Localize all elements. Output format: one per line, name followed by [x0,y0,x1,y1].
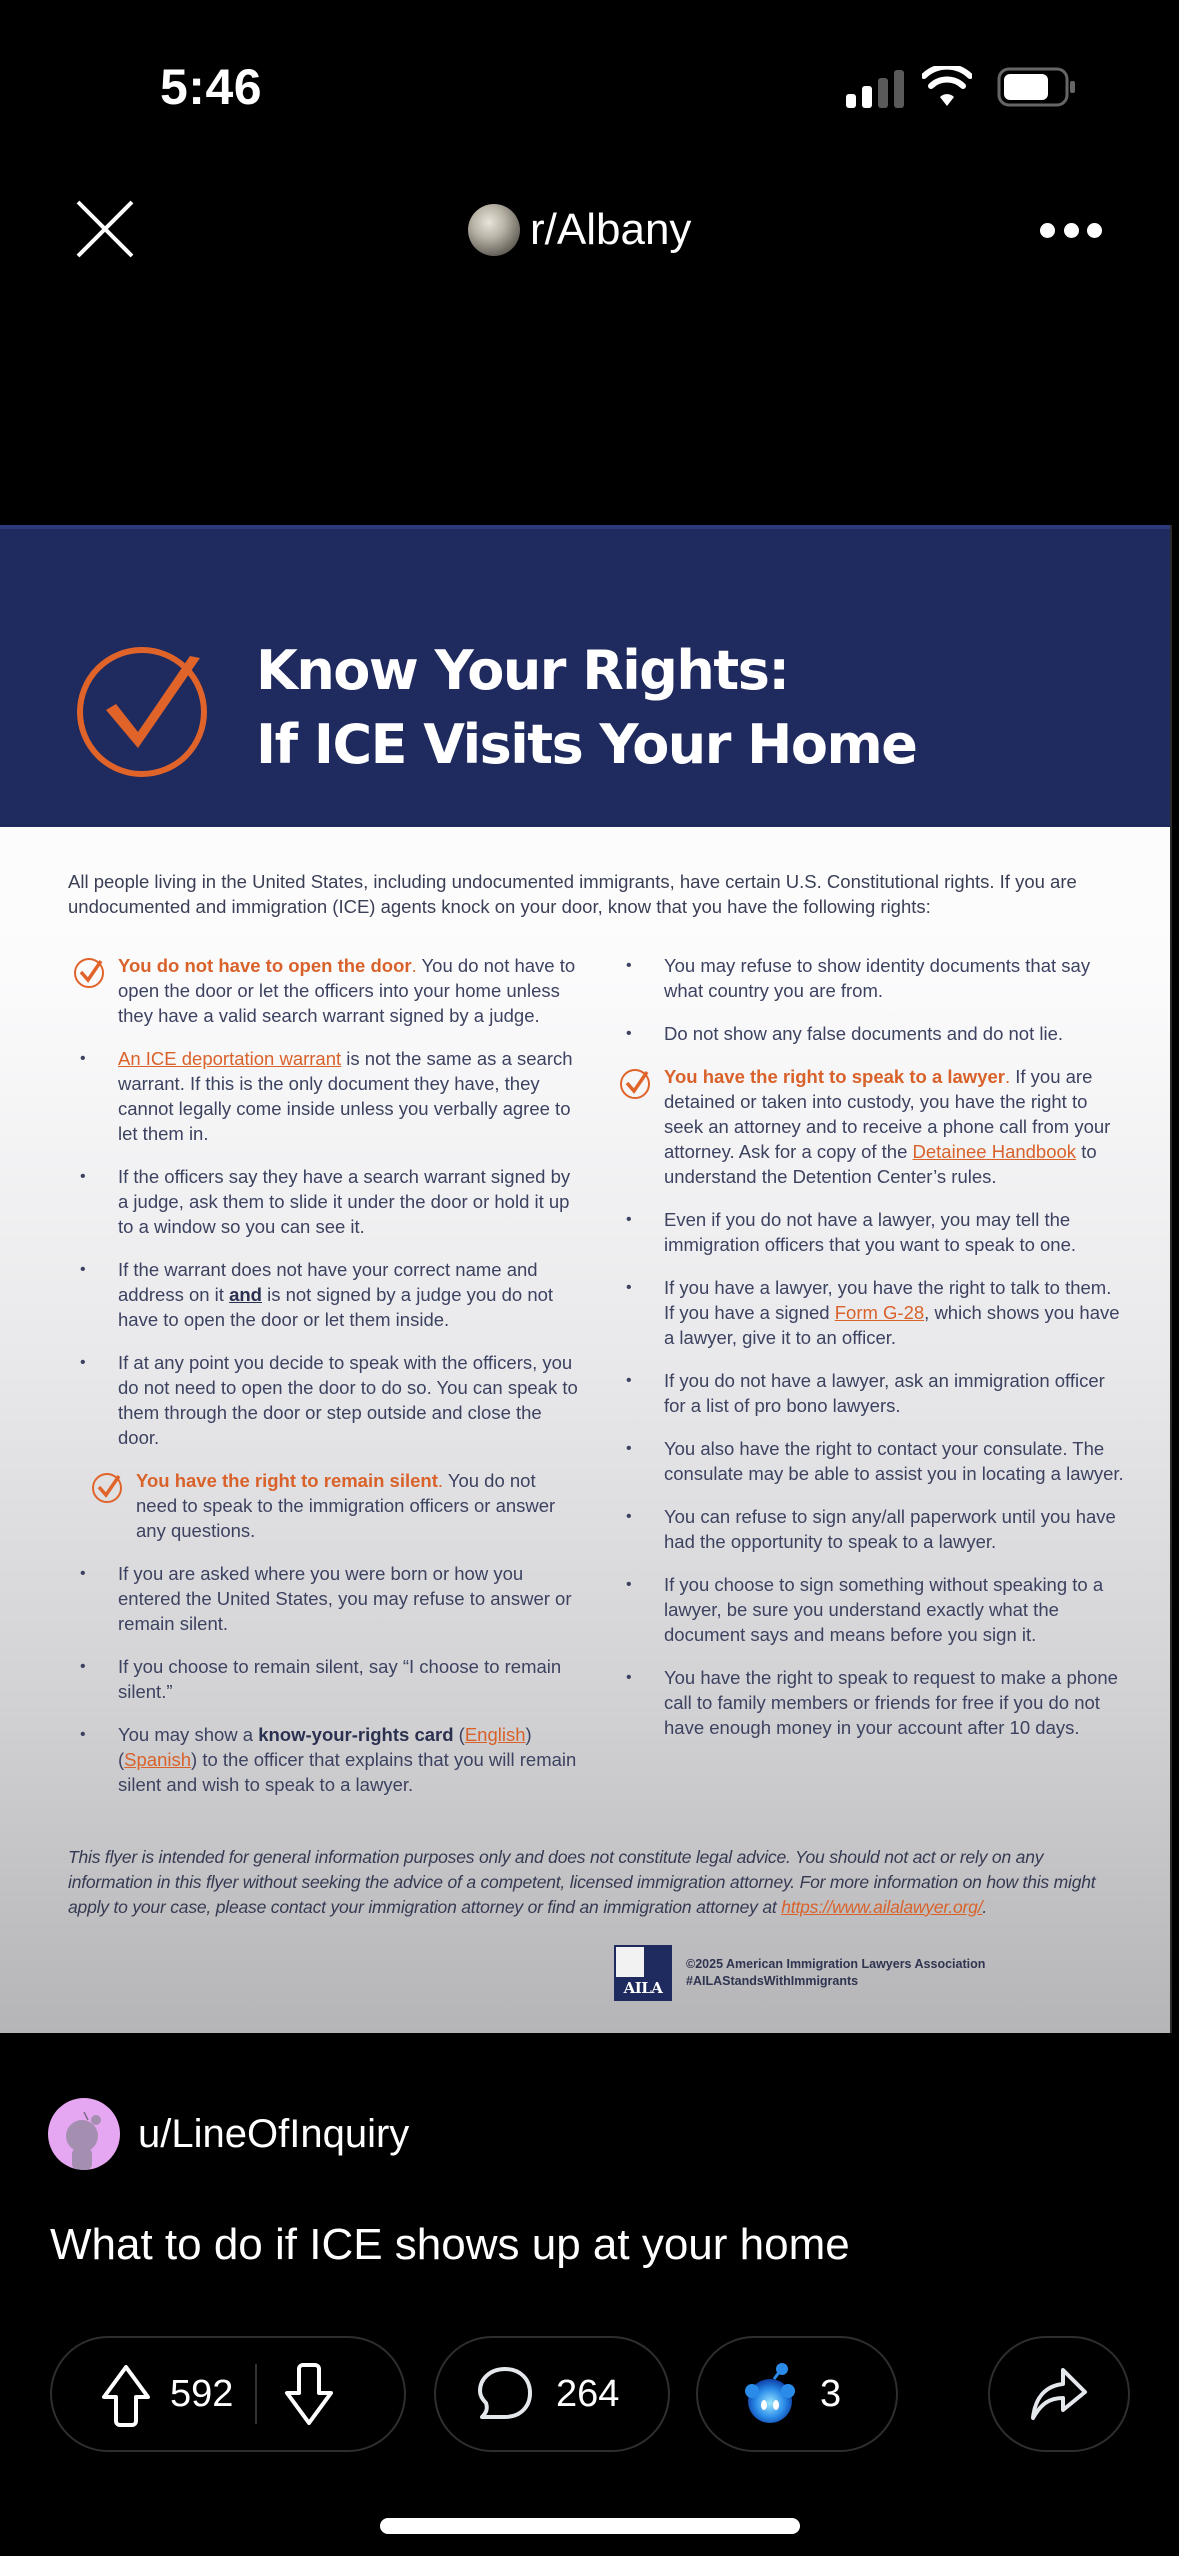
bullet-item [604,953,1124,1003]
checkmark-circle-icon [618,1066,652,1100]
item-text: If you do not have a lawyer, ask an immigration officer for a list of pro bono lawyers. [664,1370,1105,1416]
item-text: is not signed by a judge you do not have to open the door or let them inside. [118,1284,554,1330]
bullet-item [58,1046,578,1146]
item-text: If you are detained or taken into custody, you have the right to seek an attorney and to receive a phone call from your attorney. Ask for a copy of the [664,1066,1111,1162]
subreddit-link[interactable] [468,200,691,260]
bullet-item [604,1021,1124,1046]
item-text: You may show a [118,1724,259,1745]
arrow-up-icon[interactable] [96,2361,156,2427]
form-g28-link[interactable]: Form G-28 [834,1302,925,1323]
bullet: • [626,957,632,974]
item-text: Do not show any false documents and do not lie. [664,1023,1064,1044]
spanish-card-link[interactable]: Spanish [124,1749,192,1770]
flyer-intro: All people living in the United States, including undocumented immigrants, have certain U.S. Constitutional rights. If you are undocumented and immigration (ICE) agents knock on your door, know that you have the following rights: [68,871,1077,917]
item-text: If the officers say they have a search warrant signed by a judge, ask them to slide it under the door or hold it up to a window so you can see it. [118,1166,571,1237]
vote-divider [255,2364,257,2424]
comments-button[interactable] [434,2336,670,2452]
bullet-item [604,1207,1124,1257]
bullet: • [626,1576,632,1593]
bullet: • [626,1440,632,1457]
post-title: What to do if ICE shows up at your home [50,2220,850,2269]
bullet: • [80,1658,86,1675]
post-action-bar [0,2336,1179,2452]
vote-control [50,2336,406,2452]
right-heading: You do not have to open the door [118,955,412,976]
item-text: If at any point you decide to speak with the officers, you do not need to open the door to do so. You can speak to them through the door or step outside and close the door. [118,1352,578,1448]
item-text: If you choose to remain silent, say “I choose to remain silent.” [118,1656,562,1702]
bullet: • [626,1669,632,1686]
aila-logo-label: AILA [623,1979,663,1997]
right-heading: You have the right to speak to a lawyer [664,1066,1005,1087]
aila-footer [614,1945,985,2001]
english-card-link[interactable]: English [464,1724,526,1745]
post-image[interactable] [0,525,1172,2033]
bullet-item [604,1665,1124,1740]
bullet: • [80,1168,86,1185]
disclaimer-end: . [982,1897,988,1917]
punctuation: . [437,1470,444,1491]
flyer-left-column [58,953,578,1815]
bullet-item [604,1504,1124,1554]
bullet: • [626,1279,632,1296]
item-text: If you choose to sign something without speaking to a lawyer, be sure you understand exactly what the document says and means before you sign it. [664,1574,1104,1645]
flyer-header [0,525,1170,827]
bullet: • [80,1565,86,1582]
flyer-right-column [604,953,1124,1758]
comment-bubble-icon [476,2365,534,2423]
item-text: You also have the right to contact your consulate. The consulate may be able to assist you in locating a lawyer. [664,1438,1124,1484]
more-options-icon[interactable] [1040,212,1102,248]
award-count: 3 [820,2372,842,2415]
ailalawyer-link[interactable]: https://www.ailalawyer.org/ [781,1897,983,1917]
item-text: ) to the officer that explains that you will remain silent and wish to speak to a lawyer. [118,1749,577,1795]
bullet-item [58,1654,578,1704]
punctuation: . [411,955,417,976]
item-text: ( [453,1724,465,1745]
flyer-title [256,634,916,782]
bullet: • [80,1050,86,1067]
item-text: You can refuse to sign any/all paperwork until you have had the opportunity to speak to a lawyer. [664,1506,1116,1552]
post-author[interactable] [48,2098,409,2170]
right-item [604,1064,1124,1189]
item-text: If you have a lawyer, you have the right to talk to them. If you have a signed [664,1277,1112,1323]
item-text: You may refuse to show identity documents that say what country you are from. [664,955,1091,1001]
item-text: You do not need to speak to the immigration officers or answer any questions. [136,1470,556,1541]
bullet: • [626,1025,632,1042]
item-text: You have the right to speak to request to make a phone call to family members or friends for free if you do not have enough money in your account after 10 days. [664,1667,1118,1738]
checkmark-circle-icon [72,955,106,989]
bullet: • [626,1372,632,1389]
bullet: • [626,1508,632,1525]
flyer-title-line1: Know Your Rights: [256,639,789,702]
aila-logo [614,1945,672,2001]
snoo-avatar-icon [48,2098,120,2170]
bullet-item [604,1572,1124,1647]
right-heading: You have the right to remain silent [136,1470,438,1491]
bullet: • [80,1726,86,1743]
bullet-item [58,1722,578,1797]
flyer-title-line2: If ICE Visits Your Home [256,713,917,776]
copyright-text: ©2025 American Immigration Lawyers Association [686,1957,986,1971]
bullet-item [58,1257,578,1332]
bullet-item [604,1368,1124,1418]
item-text: Even if you do not have a lawyer, you may tell the immigration officers that you want to speak to one. [664,1209,1077,1255]
bullet: • [80,1261,86,1278]
cellular-signal-icon [846,70,908,108]
status-time: 5:46 [160,59,263,115]
right-item [58,1468,578,1543]
upvote-count: 592 [170,2372,234,2415]
bullet: • [626,1211,632,1228]
item-text: You do not have to open the door or let the officers into your home unless they have a valid search warrant signed by a judge. [118,955,576,1026]
bullet-item [604,1436,1124,1486]
bullet-item [58,1164,578,1239]
item-text: to understand the Detention Center’s rules. [664,1141,1097,1187]
award-button[interactable] [696,2336,898,2452]
checkmark-circle-icon [90,1470,124,1504]
checkmark-circle-icon [72,636,217,781]
deportation-warrant-link[interactable]: An ICE deportation warrant [118,1048,342,1069]
subreddit-name: r/Albany [530,205,692,254]
bullet-item [604,1275,1124,1350]
item-text: is not the same as a search warrant. If this is the only document they have, they cannot legally come inside unless you verbally agree to let them in. [118,1048,573,1144]
wifi-icon [922,66,972,108]
snoo-award-icon [738,2361,804,2427]
punctuation: . [1004,1066,1011,1087]
right-item [58,953,578,1028]
author-name: u/LineOfInquiry [138,2111,410,2156]
disclaimer-text: This flyer is intended for general information purposes only and does not constitute legal advice. You should not act or rely on any information in this flyer without seeking the advice of a competent, licensed immigration attorney. For more information on how this might apply to your case, please contact your immigration attorney or find an immigration attorney at [68,1847,1096,1917]
comment-count: 264 [556,2372,620,2415]
emphasis: know-your-rights card [258,1724,454,1745]
share-button[interactable] [988,2336,1130,2452]
item-text: If the warrant does not have your correct name and address on it [118,1259,538,1305]
home-indicator[interactable] [380,2518,800,2534]
aila-credit [686,1956,985,1990]
detainee-handbook-link[interactable]: Detainee Handbook [912,1141,1077,1162]
emphasis: and [229,1284,262,1305]
share-arrow-icon [1029,2364,1089,2424]
post-viewer-header [0,180,1179,280]
item-text: , which shows you have a lawyer, give it to an officer. [664,1302,1120,1348]
flyer-disclaimer [68,1845,1118,1920]
subreddit-avatar [468,204,520,256]
close-icon[interactable] [70,194,140,264]
status-bar [0,0,1179,150]
author-avatar [48,2098,120,2170]
item-text: If you are asked where you were born or how you entered the United States, you may refuse to answer or remain silent. [118,1563,572,1634]
hashtag-text: #AILAStandsWithImmigrants [686,1974,859,1988]
bullet: • [80,1354,86,1371]
bullet-item [58,1350,578,1450]
bullet-item [58,1561,578,1636]
arrow-down-icon[interactable] [279,2361,339,2427]
item-text: ) ( [118,1724,532,1770]
battery-icon [997,66,1077,108]
